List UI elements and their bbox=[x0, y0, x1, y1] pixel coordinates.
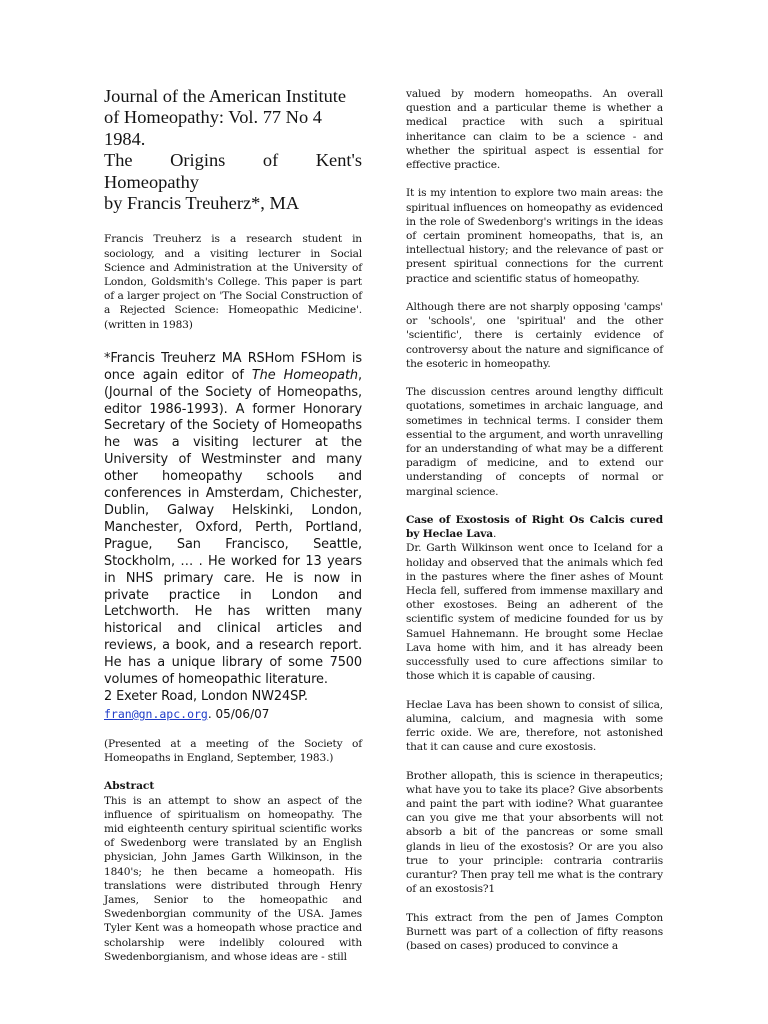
left-column bbox=[104, 86, 362, 964]
presented-note: (Presented at a meeting of the Society of Homeopaths in England, September, 1983.) bbox=[104, 737, 362, 765]
title-line: The Origins of Kent's Homeopathy bbox=[104, 150, 362, 192]
abstract-heading: Abstract bbox=[104, 780, 155, 793]
email-link[interactable]: fran@gn.apc.org bbox=[104, 706, 208, 721]
paragraph: It is my intention to explore two main areas: the spiritual influences on homeopathy as evidenced in the role of Swedenborg's writings in the ideas of certain prominent homeopaths, that is, an intellectual history; and the relevance of past or present spiritual connections for the current practice and scientific status of homeopathy. bbox=[406, 187, 663, 285]
title-line: 1984. bbox=[104, 128, 146, 149]
author-intro: Francis Treuherz is a research student in sociology, and a visiting lecturer in Social Science and Administration at the University of London, Goldsmith's College. This paper is part of a larger project on 'The Social Construction of a Rejected Science: Homeopathic Medicine'. (written in 1983) bbox=[104, 233, 362, 331]
paragraph: Heclae Lava has been shown to consist of silica, alumina, calcium, and magnesia with some ferric oxide. We are, therefore, not astonished that it can cause and cure exostosis. bbox=[406, 698, 663, 754]
author-bio bbox=[104, 351, 362, 706]
right-column bbox=[406, 87, 663, 967]
paragraph: Although there are not sharply opposing 'camps' or 'schools', one 'spiritual' and the other 'scientific', there is certainly evidence of controversy about the nature and significance of the esoteric in homeopathy. bbox=[406, 301, 663, 370]
journal-name: The Homeopath bbox=[251, 367, 358, 383]
bio-text-continued: , (Journal of the Society of Homeopaths, editor 1986-1993). A former Honorary Secretary of the Society of Homeopaths he was a visiting lecturer at the University of Westminster and many other homeopathy schools and conferences in Amsterdam, Chichester, Dublin, Galway Helskinki, London, Manchester, Oxford, Perth, Portland, Prague, San Francisco, Seattle, Stockholm, … . He worked for 13 years in NHS primary care. He is now in private practice in London and Letchworth. He has written many historical and clinical articles and reviews, a book, and a research report. He has a unique library of some 7500 volumes of homeopathic literature. bbox=[104, 367, 362, 688]
title-line: of Homeopathy: Vol. 77 No 4 bbox=[104, 107, 322, 128]
contact-date: . 05/06/07 bbox=[207, 706, 270, 721]
case-heading: Case of Exostosis of Right Os Calcis cured by Heclae Lava bbox=[406, 514, 663, 541]
paragraph: Brother allopath, this is science in therapeutics; what have you to take its place? Give absorbents and paint the part with iodine? What guarantee can you give me that your absorbents will not absorb a bit of the pancreas or some small glands in lieu of the exostosis? Or are you also true to your principle: contraria contrariis curantur? Then pray tell me what is the contrary of an exostosis?1 bbox=[406, 769, 663, 896]
author-address: 2 Exeter Road, London NW24SP. bbox=[104, 688, 308, 704]
paragraph: The discussion centres around lengthy difficult quotations, sometimes in archaic language, and sometimes in technical terms. I consider them essential to the argument, and worth unravelling for an understanding of what may be a different paradigm of medicine, and to extend our understanding of concepts of normal or marginal science. bbox=[406, 386, 663, 498]
paragraph: This extract from the pen of James Compton Burnett was part of a collection of fifty reasons (based on cases) produced to convince a bbox=[406, 911, 663, 953]
paragraph: Dr. Garth Wilkinson went once to Iceland for a holiday and observed that the animals which fed in the pastures where the finer ashes of Mount Hecla fell, suffered from immense maxillary and other exostoses. Being an adherent of the scientific system of medicine founded for us by Samuel Hahnemann. He brought some Heclae Lava home with him, and it has already been successfully used to cure affections similar to those which it is capable of causing. bbox=[406, 542, 663, 683]
paragraph: valued by modern homeopaths. An overall question and a particular theme is whether a medical practice with such a spiritual inheritance can claim to be a science - and whether the spiritual aspect is essential for effective practice. bbox=[406, 88, 663, 172]
case-section bbox=[406, 513, 663, 541]
contact-line bbox=[104, 706, 362, 722]
abstract-text: This is an attempt to show an aspect of the influence of spiritualism on homeopathy. The mid eighteenth century spiritual scientific works of Swedenborg were translated by an English physician, John James Garth Wilkinson, in the 1840's; he then became a homeopath. His translations were distributed through Henry James, Senior to the homeopathic and Swedenborgian community of the USA. James Tyler Kent was a homeopath whose practice and scholarship were indelibly coloured with Swedenborgianism, and whose ideas are - still bbox=[104, 794, 362, 963]
title-line: by Francis Treuherz*, MA bbox=[104, 193, 300, 214]
case-heading-period: . bbox=[493, 528, 497, 541]
bio-text: *Francis Treuherz MA RSHom FSHom is once again editor of bbox=[104, 350, 362, 383]
article-title bbox=[104, 86, 362, 214]
title-line: Journal of the American Institute bbox=[104, 86, 347, 106]
